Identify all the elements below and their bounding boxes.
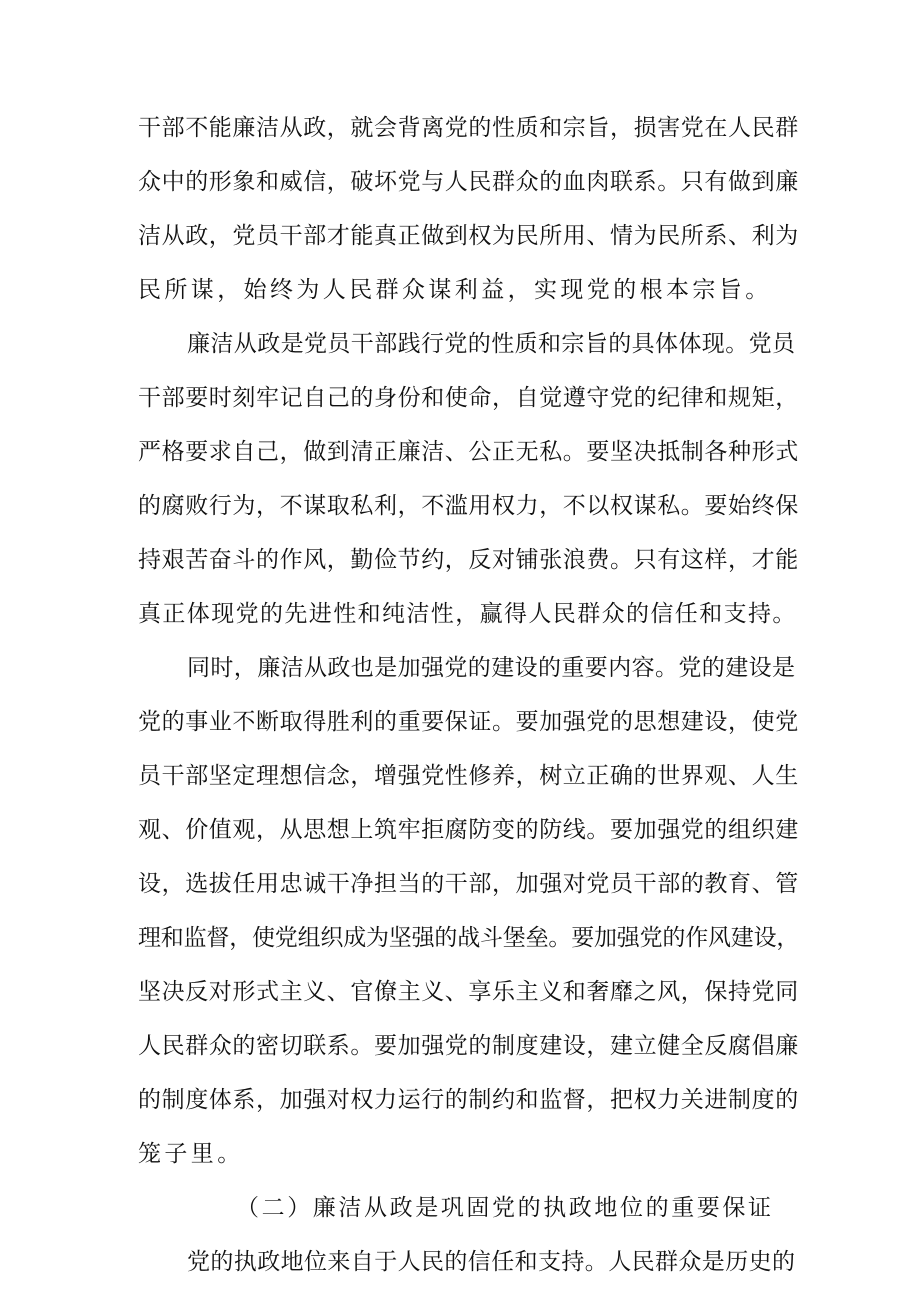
section-heading: （二）廉洁从政是巩固党的执政地位的重要保证 bbox=[236, 1195, 774, 1221]
text-line: 众中的形象和威信，破坏党与人民群众的血肉联系。只有做到廉 bbox=[138, 169, 799, 195]
text-line: 真正体现党的先进性和纯洁性，赢得人民群众的信任和支持。 bbox=[138, 601, 797, 627]
paragraph-first-line: 党的执政地位来自于人民的信任和支持。人民群众是历史的 bbox=[187, 1249, 796, 1275]
paragraph-first-line: 同时，廉洁从政也是加强党的建设的重要内容。党的建设是 bbox=[187, 655, 796, 681]
paragraph-first-line: 廉洁从政是党员干部践行党的性质和宗旨的具体体现。党员 bbox=[187, 331, 796, 357]
text-line: 理和监督，使党组织成为坚强的战斗堡垒。要加强党的作风建设， bbox=[138, 925, 800, 951]
text-line: 持艰苦奋斗的作风，勤俭节约，反对铺张浪费。只有这样，才能 bbox=[138, 547, 799, 573]
text-line: 人民群众的密切联系。要加强党的制度建设，建立健全反腐倡廉 bbox=[138, 1033, 799, 1059]
text-line: 坚决反对形式主义、官僚主义、享乐主义和奢靡之风，保持党同 bbox=[138, 979, 799, 1005]
text-line: 的制度体系，加强对权力运行的制约和监督，把权力关进制度的 bbox=[138, 1087, 799, 1113]
text-line: 民所谋，始终为人民群众谋利益，实现党的根本宗旨。 bbox=[138, 277, 772, 303]
text-line: 干部不能廉洁从政，就会背离党的性质和宗旨，损害党在人民群 bbox=[138, 115, 799, 141]
text-line: 党的事业不断取得胜利的重要保证。要加强党的思想建设，使党 bbox=[138, 709, 799, 735]
document-page bbox=[138, 101, 800, 1289]
text-line: 严格要求自己，做到清正廉洁、公正无私。要坚决抵制各种形式 bbox=[138, 439, 799, 465]
text-line: 设，选拔任用忠诚干净担当的干部，加强对党员干部的教育、管 bbox=[138, 871, 799, 897]
text-line: 洁从政，党员干部才能真正做到权为民所用、情为民所系、利为 bbox=[138, 223, 799, 249]
text-line: 笼子里。 bbox=[138, 1141, 244, 1167]
text-line: 员干部坚定理想信念，增强党性修养，树立正确的世界观、人生 bbox=[138, 763, 799, 789]
text-line: 干部要时刻牢记自己的身份和使命，自觉遵守党的纪律和规矩， bbox=[138, 385, 799, 411]
text-line: 的腐败行为，不谋取私利，不滥用权力，不以权谋私。要始终保 bbox=[138, 493, 799, 519]
text-line: 观、价值观，从思想上筑牢拒腐防变的防线。要加强党的组织建 bbox=[138, 817, 799, 843]
